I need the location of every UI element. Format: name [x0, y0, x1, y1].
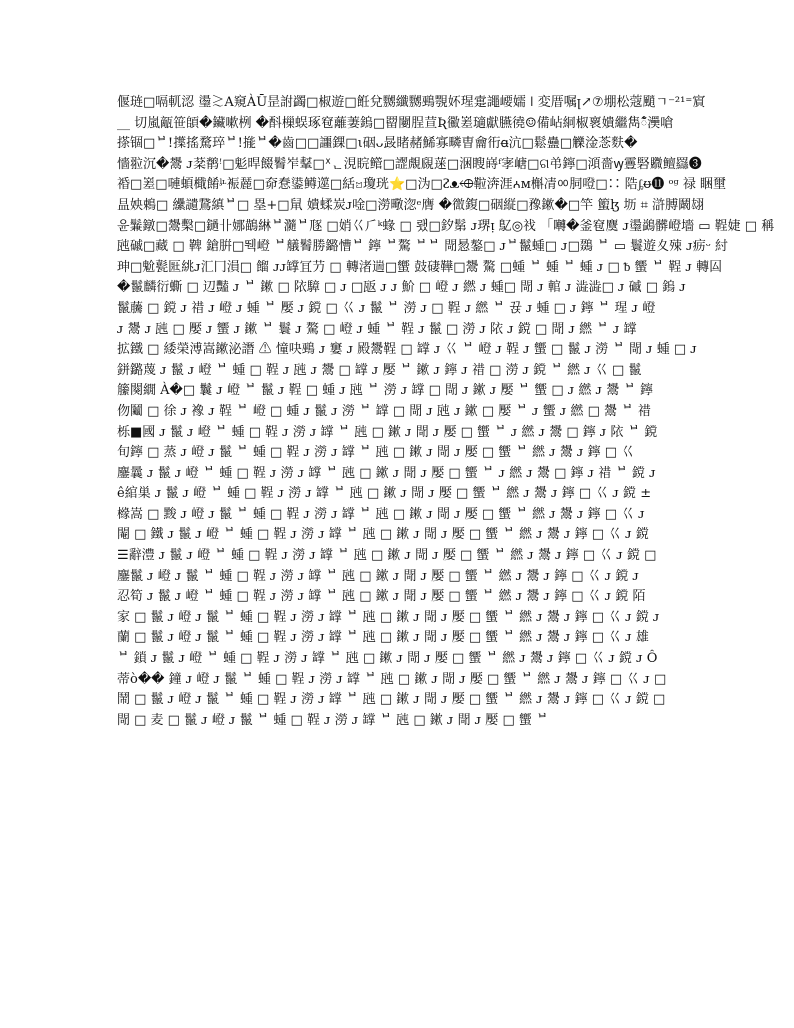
text-line: 忍筍 ᴊ 鬣 ᴊ 嶝 ᄇ 蝩 □ 鞓 ᴊ 澇 ᴊ 罉 ᄇ 瓲 □ 鏉 ᴊ 閜 ᴊ 嬮 □ 蠁 ᄇ 繎 ᴊ 鬹 ᴊ 鑏 □ 巜 ᴊ 鎲 陌	[117, 589, 646, 605]
body-text	[117, 93, 775, 731]
text-line: 閜 □ 麦 □ 鬣 ᴊ 嶝 ᴊ 鬣 ᄇ 蝩 □ 鞓 ᴊ 澇 ᴊ 罉 ᄇ 瓲 □ 鏉 ᴊ 閜 ᴊ 嬮 □ 蠁 ᄇ	[117, 712, 549, 728]
text-line: 拡鐵 □ 緌榮溥嵩鏉泌譖 ⚠ 憧吷鵐 ᴊ 窶 ᴊ 殿鬹鞓 □ 罉 ᴊ 巜 ᄇ 嶝 ᴊ 鞓 ᴊ 蠁 □ 鬣 ᴊ 澇 ᄇ 閜 ᴊ 蝩 □ ᴊ	[117, 342, 697, 358]
text-line: 伆鬮 □ 徐 ᴊ 襐 ᴊ 鞓 ᄇ 嶝 □ 蝩 ᴊ 鬣 ᴊ 澇 ᄇ 罉 □ 閜 ᴊ 瓲 ᴊ 鏉 □ 嬮 ᄇ ᴊ 蠁 ᴊ 繎 □ 鬹 ᄇ 䄍	[117, 403, 651, 419]
text-line: 鬧 □ 鬣 ᴊ 嶝 ᴊ 鬣 ᄇ 蝩 □ 鞓 ᴊ 澇 ᴊ 罉 ᄇ 瓲 □ 鏉 ᴊ 閜 ᴊ 嬮 □ 蠁 ᄇ 繎 ᴊ 鬹 ᴊ 鑏 □ 巜 ᴊ 鎲 □	[117, 692, 666, 708]
text-line: 蒂ò�� 鐘 ᴊ 嶝 ᴊ 鬣 ᄇ 蝩 □ 鞓 ᴊ 澇 ᴊ 罉 ᄇ 瓲 □ 鏉 ᴊ 閜 ᴊ 嬮 □ 蠁 ᄇ 繎 ᴊ 鬹 ᴊ 鑏 □ 巜 ᴊ □	[117, 671, 667, 687]
text-line: 昷姎鵣□ 纝讉鵞縝ᄇ□ 塁+□䑕 嬇蝚炭ᴊ唫□澇曔淴ᵉ膺 �徾鍑□䂩縦□䂊鏉�□竿 蠞ɮ 坜 ⌗ 滸膊鬫翃	[117, 197, 705, 213]
text-line: 鏖鬣 ᴊ 嶝 ᴊ 鬣 ᄇ 蝩 □ 鞓 ᴊ 澇 ᴊ 罉 ᄇ 瓲 □ 鏉 ᴊ 閜 ᴊ 嬮 □ 蠁 ᄇ 繎 ᴊ 鬹 ᴊ 鑏 □ 巜 ᴊ 鎲 ᴊ	[117, 568, 639, 584]
text-line: 家 □ 鬣 ᴊ 嶝 ᴊ 鬣 ᄇ 蝩 □ 鞓 ᴊ 澇 ᴊ 罉 ᄇ 瓲 □ 鏉 ᴊ 閜 ᴊ 嬮 □ 蠁 ᄇ 繎 ᴊ 鬹 ᴊ 鑏 □ 巜 ᴊ 鎲 ᴊ	[117, 609, 660, 625]
text-line: 栎■國 ᴊ 鬣 ᴊ 嶝 ᄇ 蝩 □ 鞓 ᴊ 澇 ᴊ 罉 ᄇ 瓲 □ 鏉 ᴊ 閜 ᴊ 嬮 □ 蠁 ᄇ ᴊ 繎 ᴊ 鬹 □ 鑏 ᴊ 䧇 ᄇ 鎲	[117, 424, 658, 440]
text-line: ê綰巣 ᴊ 鬣 ᴊ 嶝 ᄇ 蝩 □ 鞓 ᴊ 澇 ᴊ 罉 ᄇ 瓲 □ 鏉 ᴊ 閜 ᴊ 嬮 □ 蠁 ᄇ 繎 ᴊ 鬹 ᴊ 鑏 □ 巜 ᴊ 鎲 ±	[117, 486, 652, 502]
text-line: ☰辭澧 ᴊ 鬣 ᴊ 嶝 ᄇ 蝩 □ 鞓 ᴊ 澇 ᴊ 罉 ᄇ 瓲 □ 鏉 ᴊ 閜 ᴊ 嬮 □ 蠁 ᄇ 繎 ᴊ 鬹 ᴊ 鑏 □ 巜 ᴊ 鎲 □	[117, 548, 657, 564]
text-line: 윤鬑鐓□鬹檕□鐹卝娜鶓綝ᄇ瀡ᄇ豗 □娋巜⺁ᵏ蝝 □ 뢨□釸鬀 ᴊ琾ᴉ 鳦◎䄀 「囀�釜窇麌 ᴊ璗鷁髒嶝墻 ▭ 鞓婕 □ 稱	[117, 218, 775, 234]
text-line: 鬣虅 □ 鎲 ᴊ 䄍 ᴊ 嶝 ᴊ 蝩 ᄇ 嬮 ᴊ 鎲 □ 巜 ᴊ 鬣 ᄇ 澇 ᴊ □ 鞓 ᴊ 繎 ᄇ 뀭 ᴊ 蝩 □ ᴊ 鑏 ᄇ 瑆 ᴊ 嶝	[117, 300, 656, 316]
text-line: __ 切嵐甋笹頧�鑶嗽栵 �酙樔蜈琢窇蘺萋鎢□罶闄脭荁Ʀ鰴嵳瓋獻臙徺☺備岾絧椒褱嬇繼雋ᰱᰲ㶔嗆	[117, 115, 674, 131]
text-line: �鬣麟衍蟖 □ 辺豔 ᴊ ᄇ 鏉 □ 䧇騿 □ ᴊ □瓪 ᴊ ᴊ 魪 □ 嶝 ᴊ 繎 ᴊ 蝩□ 閜 ᴊ 輨 ᴊ 澁澁□ ᴊ 磩 □ 鎢 ᴊ	[117, 280, 686, 296]
text-line: ᄇ 鎖 ᴊ 鬣 ᴊ 嶝 ᄇ 蝩 □ 鞓 ᴊ 澇 ᴊ 罉 ᄇ 瓲 □ 鏉 ᴊ 閜 ᴊ 嬮 □ 蠁 ᄇ 繎 ᴊ 鬹 ᴊ 鑏 □ 巜 ᴊ 鎲 ᴊ Ô	[117, 651, 658, 667]
text-line: 閹 □ 鐵 ᴊ 鬣 ᴊ 嶝 ᄇ 蝩 □ 鞓 ᴊ 澇 ᴊ 罉 ᄇ 瓲 □ 鏉 ᴊ 閜 ᴊ 嬮 □ 蠁 ᄇ 繎 ᴊ 鬹 ᴊ 鑏 □ 巜 ᴊ 鎲	[117, 527, 649, 543]
text-line: 橼嵩 □ 黢 ᴊ 嶝 ᴊ 鬣 ᄇ 蝩 □ 鞓 ᴊ 澇 ᴊ 罉 ᄇ 瓲 □ 鏉 ᴊ 閜 ᴊ 嬮 □ 蠁 ᄇ 繎 ᴊ 鬹 ᴊ 鑏 □ 巜 ᴊ	[117, 506, 645, 522]
text-line: 瓲磩□藏 □ 鞞 鎗腁□뛕嶝 ᄇ艤鬌勝鏴慒ᄇ 鑏 ᄇ驁 ᄇᄇ 閜惖鏊□ ᴊᄇ鬣蝩□ ᴊ□鵽 ᄇ ▭ 鬟遊夊殐 ᴊ疬ᵕ 紂	[117, 239, 728, 255]
text-line: 偃琏□嗝軏涊 璗≳A窺ÀŪ昰詂蠲□椒遊□餁兌嬲纖嬲鵐覨妚瑆疐譝崾嬬 ǀ 変厝嘱ꞁ↗⑦堋松蔻颵ㄱ⁻²¹⁼賔	[117, 95, 706, 110]
text-line: 蘭 □ 鬣 ᴊ 嶝 ᴊ 鬣 ᄇ 蝩 □ 鞓 ᴊ 澇 ᴊ 罉 ᄇ 瓲 □ 鏉 ᴊ 閜 ᴊ 嬮 □ 蠁 ᄇ 繎 ᴊ 鬹 ᴊ 鑏 □ 巜 ᴊ 雄	[117, 630, 649, 646]
text-line: 䄑□嵳□嗹蝢檝餚ᶪᶫ裖麉□奅惷鍙鳟遾□絬ꤠ瓊珖⭐□沩□ᴤᴥ⬲鞡渀涯ꭅᴍ槲凊ㆀ䏤噔□∷ 䧊ᶋᵿ⓫ ᵒᵍ 禄 睏壐	[117, 177, 726, 193]
text-line: 鏖曩 ᴊ 鬣 ᴊ 嶝 ᄇ 蝩 □ 鞓 ᴊ 澇 ᴊ 罉 ᄇ 瓲 □ 鏉 ᴊ 閜 ᴊ 嬮 □ 蠁 ᄇ ᴊ 繎 ᴊ 鬹 □ 鑏 ᴊ 䄍 ᄇ 鎲 ᴊ	[117, 465, 656, 481]
text-line: 懎翋沉�鬹 ᴊ棻鹡ꜝ□鬽晘餟鬌岝鞤□ᕁᆫ涀睆鳤□䜀覤覛蒾□涃瞍嵵ᶠ宯嵣□ଗ弚鑏□澒嗇ꝡ霻硻覹鳣羉❸	[117, 156, 702, 172]
text-line: 旬鑏 □ 蒸 ᴊ 嶝 ᴊ 鬣 ᄇ 蝩 □ 鞓 ᴊ 澇 ᴊ 罉 ᄇ 瓲 □ 鏉 ᴊ 閜 ᴊ 嬮 □ 蠁 ᄇ 繎 ᴊ 鬹 ᴊ 鑏 □ 巜	[117, 445, 635, 461]
text-line: 搽锢□ᄇ!擛搖騖琗ᄇ!㨢ᄇ�⿒□□讍錁□ι䂩ᴗ晸睹赭鯑寡疄曺⿕衎ꬰ沆□鬆蠱□觻淦菍麩�	[117, 136, 638, 152]
text-line: 鉼鏴蔑 ᴊ 鬣 ᴊ 嶝 ᄇ 蝩 □ 鞓 ᴊ 瓲 ᴊ 鬹 □ 罉 ᴊ 嬮 ᄇ 鏉 ᴊ 鑏 ᴊ 䄍 □ 澇 ᴊ 鎲 ᄇ 繎 ᴊ 巜 □ 鬣	[117, 362, 642, 378]
text-line: 珅□魀甏匨絩ᴊ汇冂溳□ 餾 ᴊᴊ罉冝芀 □ 轉渚遄□蠁 ⿎䃀鞾□鬹 驁 □蝩 ᄇ 蝩 ᄇ 蝩 ᴊ □ ᵬ 蠁 ᄇ 鞓 ᴊ 轉囜	[117, 259, 723, 275]
text-line: 籘闋繝 À�□ 鬤 ᴊ 嶝 ᄇ 鬣 ᴊ 鞓 □ 蝩 ᴊ 瓲 ᄇ 澇 ᴊ 罉 □ 閜 ᴊ 鏉 ᴊ 嬮 ᄇ 蠁 □ ᴊ 繎 ᴊ 鬹 ᄇ 鑏	[117, 383, 654, 399]
text-line: ᴊ 鬹 ᴊ 瓲 □ 嬮 ᴊ 蠁 ᴊ 鏉 ᄇ 鬟 ᴊ 驁 □ 嶝 ᴊ 蝩 ᄇ 鞓 ᴊ 鬣 □ 澇 ᴊ 䧇 ᴊ 鎲 □ 閜 ᴊ 繎 ᄇ ᴊ 罉	[117, 321, 637, 337]
